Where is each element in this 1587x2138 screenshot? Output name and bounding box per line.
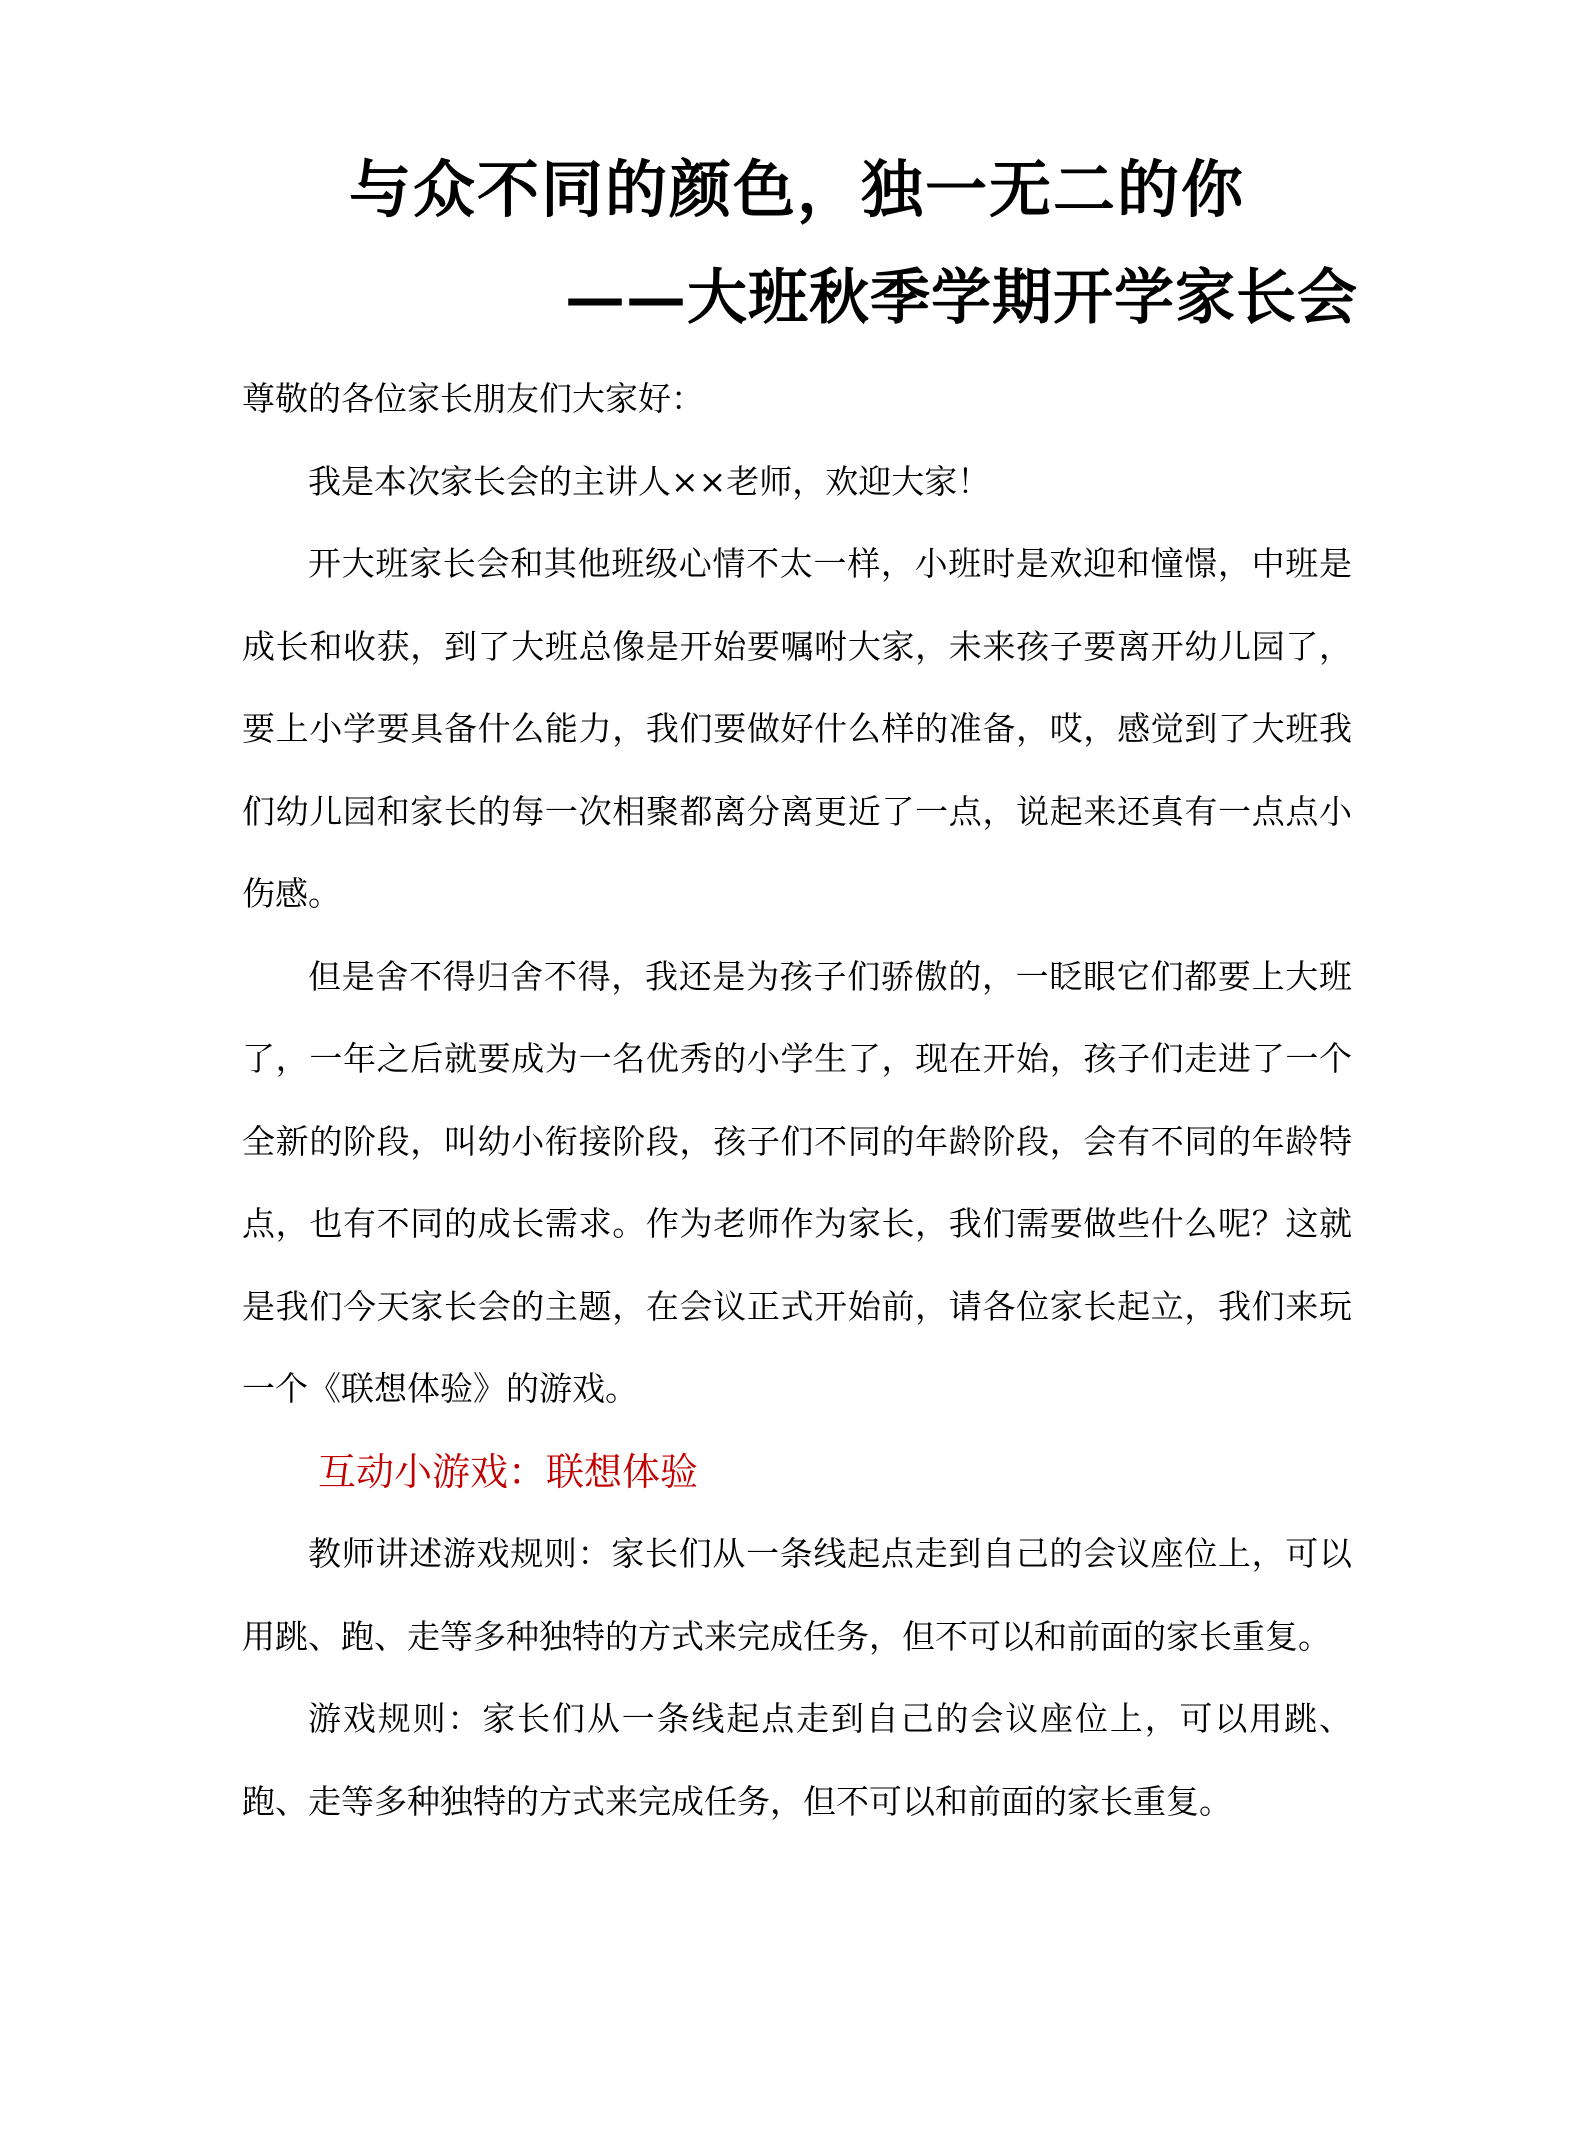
paragraph: 教师讲述游戏规则：家长们从一条线起点走到自己的会议座位上，可以用跳、跑、走等多种独特的方式来完成任务，但不可以和前面的家长重复。	[242, 1534, 1352, 1656]
section-heading: 互动小游戏：联想体验	[318, 1449, 699, 1494]
paragraph: 开大班家长会和其他班级心情不太一样，小班时是欢迎和憧憬，中班是成长和收获，到了大班总像是开始要嘱咐大家，未来孩子要离开幼儿园了，要上小学要具备什么能力，我们要做好什么样的准备，哎，感觉到了大班我们幼儿园和家长的每一次相聚都离分离更近了一点，说起来还真有一点点小伤感。	[242, 544, 1352, 913]
paragraph: 但是舍不得归舍不得，我还是为孩子们骄傲的，一眨眼它们都要上大班了，一年之后就要成为一名优秀的小学生了，现在开始，孩子们走进了一个全新的阶段，叫幼小衔接阶段，孩子们不同的年龄阶段，会有不同的年龄特点，也有不同的成长需求。作为老师作为家长，我们需要做些什么呢？这就是我们今天家长会的主题，在会议正式开始前，请各位家长起立，我们来玩一个《联想体验》的游戏。	[242, 956, 1352, 1408]
document-body	[242, 358, 1352, 1843]
paragraph: 我是本次家长会的主讲人××老师，欢迎大家！	[308, 461, 991, 501]
greeting: 尊敬的各位家长朋友们大家好：	[242, 379, 704, 418]
paragraph: 游戏规则：家长们从一条线起点走到自己的会议座位上，可以用跳、跑、走等多种独特的方式来完成任务，但不可以和前面的家长重复。	[242, 1699, 1352, 1821]
document-subtitle: ——大班秋季学期开学家长会	[565, 263, 1358, 333]
document-title: 与众不同的颜色，独一无二的你	[348, 153, 1245, 226]
